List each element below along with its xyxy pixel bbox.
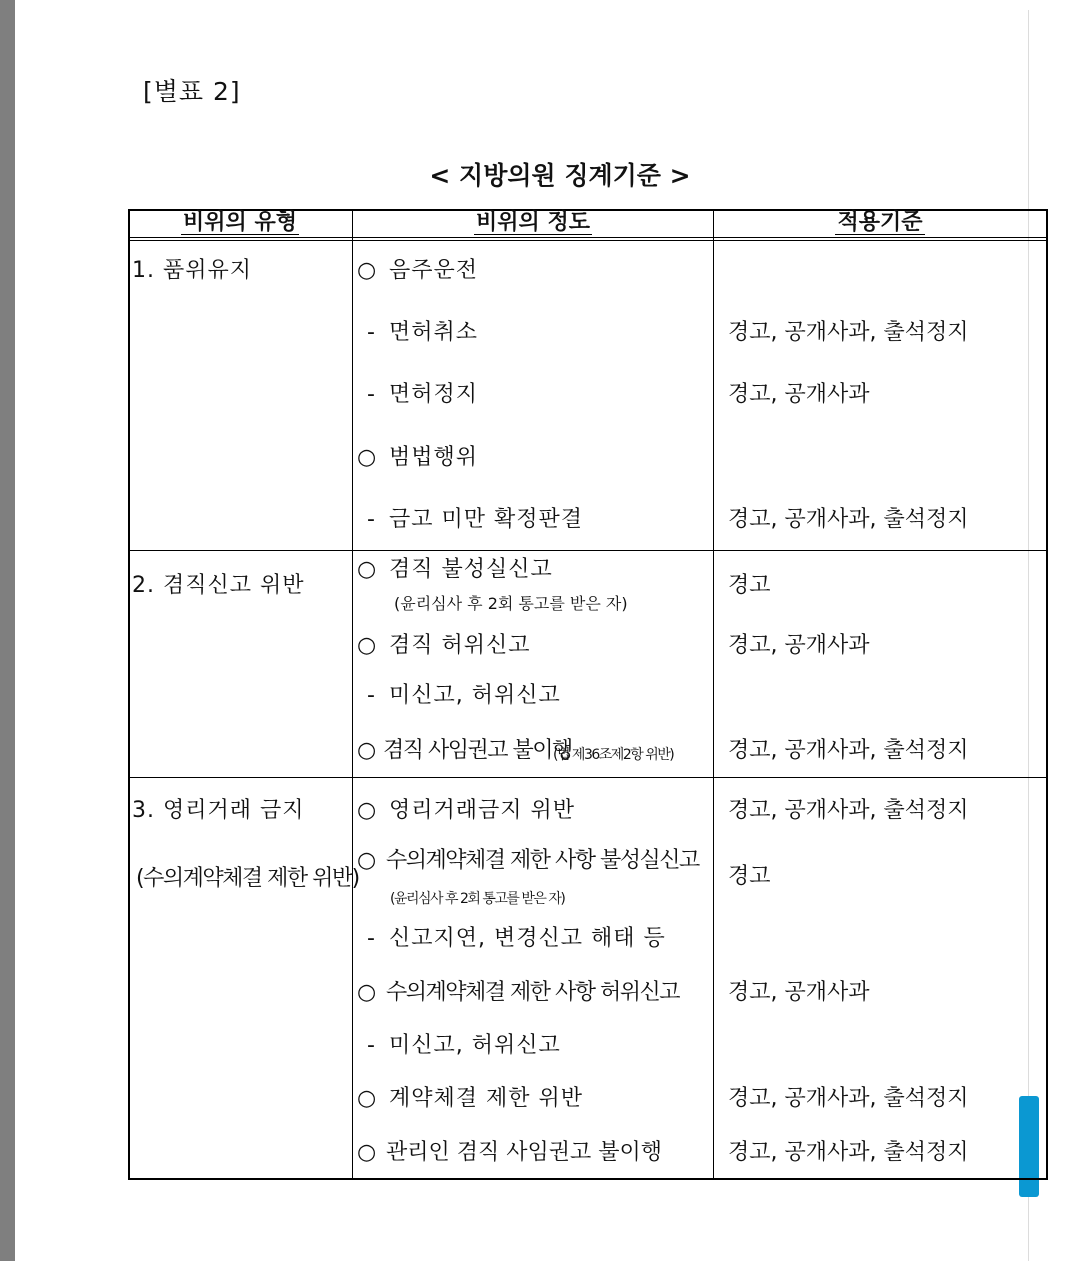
header-divider-upper [128,237,1048,238]
marker-dash: - [367,382,375,407]
marker-circle: ○ [357,557,377,582]
standard-value: 경고, 공개사과 [728,382,870,407]
marker-dash: - [367,683,375,708]
type-label-1: 1. 품위유지 [132,258,252,283]
degree-item: 미신고, 허위신고 [389,1033,561,1058]
degree-item: 면허정지 [389,382,479,407]
degree-item: 관리인 겸직 사임권고 불이행 [386,1140,663,1165]
degree-item: 면허취소 [389,320,479,345]
degree-item: 금고 미만 확정판결 [389,507,584,532]
degree-item: 겸직 사임권고 불이행 [383,738,572,763]
degree-item: 겸직 허위신고 [389,633,531,658]
type-note-3: (수의계약체결 제한 위반) [136,866,359,891]
header-divider-lower [128,240,1048,241]
marker-dash: - [367,320,375,345]
degree-item: 미신고, 허위신고 [389,683,561,708]
marker-circle: ○ [357,738,377,763]
marker-dash: - [367,507,375,532]
table-bottom-border [128,1178,1048,1180]
degree-item: 영리거래금지 위반 [389,798,576,823]
standard-value: 경고 [728,864,771,889]
table-left-border [128,209,130,1180]
table-right-border [1046,209,1048,1180]
degree-item: 겸직 불성실신고 [389,557,553,582]
type-label-3: 3. 영리거래 금지 [132,798,305,823]
column-divider-1 [352,209,353,1180]
degree-item: 계약체결 제한 위반 [389,1086,584,1111]
standard-value: 경고, 공개사과, 출석정지 [728,1086,969,1111]
marker-dash: - [367,1033,375,1058]
standard-value: 경고, 공개사과 [728,980,870,1005]
degree-item: 수의계약체결 제한 사항 허위신고 [386,980,680,1005]
header-type: 비위의 유형 [183,210,297,235]
marker-circle: ○ [357,1140,377,1165]
marker-circle: ○ [357,1086,377,1111]
standard-value: 경고, 공개사과, 출석정지 [728,1140,969,1165]
column-divider-2 [713,209,714,1180]
degree-note: (윤리심사 후 2회 통고를 받은 자) [394,594,628,613]
degree-note: (윤리심사 후 2회 통고를 받은 자) [390,891,565,907]
standard-value: 경고, 공개사과, 출석정지 [728,507,969,532]
marker-circle: ○ [357,633,377,658]
header-degree: 비위의 정도 [476,210,590,235]
degree-note: (법 제36조제2항 위반) [553,747,674,763]
row-divider-1 [128,550,1048,551]
marker-circle: ○ [357,258,377,283]
marker-circle: ○ [357,848,377,873]
standard-value: 경고, 공개사과, 출석정지 [728,738,969,763]
standard-value: 경고, 공개사과 [728,633,870,658]
page-title: < 지방의원 징계기준 > [429,161,691,190]
degree-item: 음주운전 [389,258,479,283]
marker-circle: ○ [357,445,377,470]
annex-label: [별표 2] [143,77,241,106]
standard-value: 경고, 공개사과, 출석정지 [728,798,969,823]
degree-item: 수의계약체결 제한 사항 불성실신고 [386,848,699,873]
standard-value: 경고, 공개사과, 출석정지 [728,320,969,345]
discipline-standards-table [128,209,1048,1180]
standard-value: 경고 [728,573,771,598]
type-label-2: 2. 겸직신고 위반 [132,573,305,598]
row-divider-2 [128,777,1048,778]
degree-item: 신고지연, 변경신고 해태 등 [389,926,666,951]
marker-circle: ○ [357,798,377,823]
marker-dash: - [367,926,375,951]
degree-item: 범법행위 [389,445,479,470]
marker-circle: ○ [357,980,377,1005]
header-standard: 적용기준 [837,210,923,235]
